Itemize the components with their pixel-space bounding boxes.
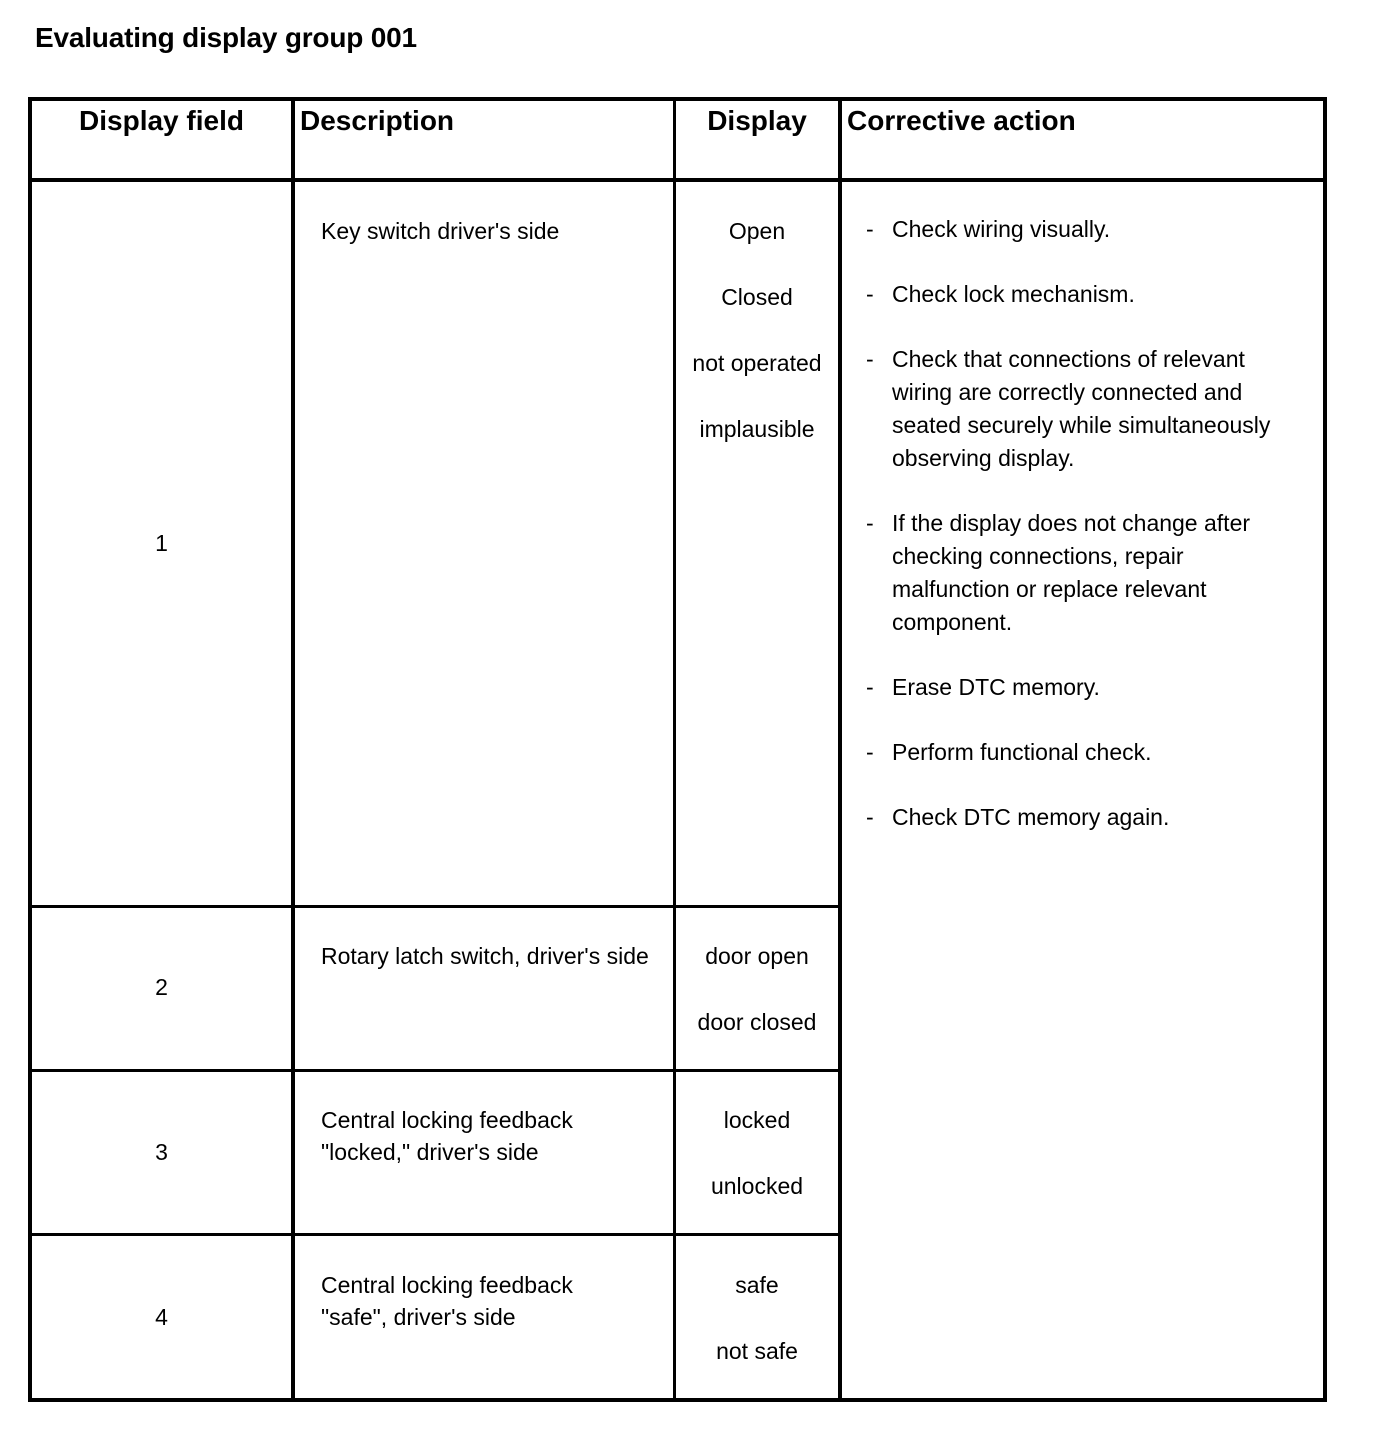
table-border-right <box>1323 97 1327 1402</box>
header-corrective-action: Corrective action <box>847 105 1076 136</box>
bullet-dash: - <box>866 674 874 700</box>
action-text: If the display does not change after checking connections, repair malfunction or replace relevant component. <box>892 510 1251 635</box>
display-value: unlocked <box>710 1173 804 1199</box>
display-value: not safe <box>716 1338 798 1364</box>
bullet-dash: - <box>866 804 874 830</box>
corrective-action-item <box>866 801 1306 834</box>
display-value: locked <box>723 1107 791 1133</box>
table-border-left <box>28 97 32 1402</box>
action-text: Check wiring visually. <box>892 216 1111 242</box>
row-1-field: 1 <box>155 530 168 556</box>
display-value: Closed <box>721 284 793 310</box>
corrective-action-item <box>866 671 1306 704</box>
action-text: Perform functional check. <box>892 739 1152 765</box>
row-3-description: Central locking feedback "locked," driver's side <box>321 1107 573 1165</box>
bullet-dash: - <box>866 510 874 536</box>
display-value: Open <box>728 218 786 244</box>
display-value: door open <box>705 943 809 969</box>
header-display-field: Display field <box>79 105 244 136</box>
bullet-dash: - <box>866 281 874 307</box>
row-1-description: Key switch driver's side <box>321 218 560 244</box>
row-3-field: 3 <box>155 1139 168 1165</box>
corrective-action-item <box>866 278 1306 311</box>
row-4-field: 4 <box>155 1304 168 1330</box>
row-3-display-values <box>676 1104 838 1236</box>
row-4-description: Central locking feedback "safe", driver's side <box>321 1272 573 1330</box>
row-2-description: Rotary latch switch, driver's side <box>321 943 649 969</box>
row-divider-1 <box>29 905 840 908</box>
corrective-action-item <box>866 343 1306 475</box>
page-title: Evaluating display group 001 <box>35 22 417 53</box>
table-border-top <box>29 97 1327 101</box>
action-text: Check lock mechanism. <box>892 281 1135 307</box>
action-text: Check that connections of relevant wiring are correctly connected and seated securely while simultaneously observing display. <box>892 346 1271 471</box>
display-value: implausible <box>699 416 815 442</box>
corrective-action-item <box>866 213 1306 246</box>
action-text: Erase DTC memory. <box>892 674 1100 700</box>
row-2-display-values <box>676 940 838 1072</box>
header-description: Description <box>300 105 455 136</box>
display-value: safe <box>735 1272 779 1298</box>
action-text: Check DTC memory again. <box>892 804 1170 830</box>
corrective-action-list <box>866 213 1306 866</box>
row-4-display-values <box>676 1269 838 1401</box>
display-value: door closed <box>697 1009 817 1035</box>
display-value: not operated <box>692 350 822 376</box>
corrective-action-item <box>866 736 1306 769</box>
bullet-dash: - <box>866 346 874 372</box>
bullet-dash: - <box>866 739 874 765</box>
row-2-field: 2 <box>155 974 168 1000</box>
header-divider <box>29 178 1327 182</box>
corrective-action-item <box>866 507 1306 639</box>
row-1-display-values <box>676 215 838 479</box>
column-divider-3 <box>838 97 842 1402</box>
column-divider-1 <box>291 97 295 1402</box>
bullet-dash: - <box>866 216 874 242</box>
header-display: Display <box>707 105 807 136</box>
